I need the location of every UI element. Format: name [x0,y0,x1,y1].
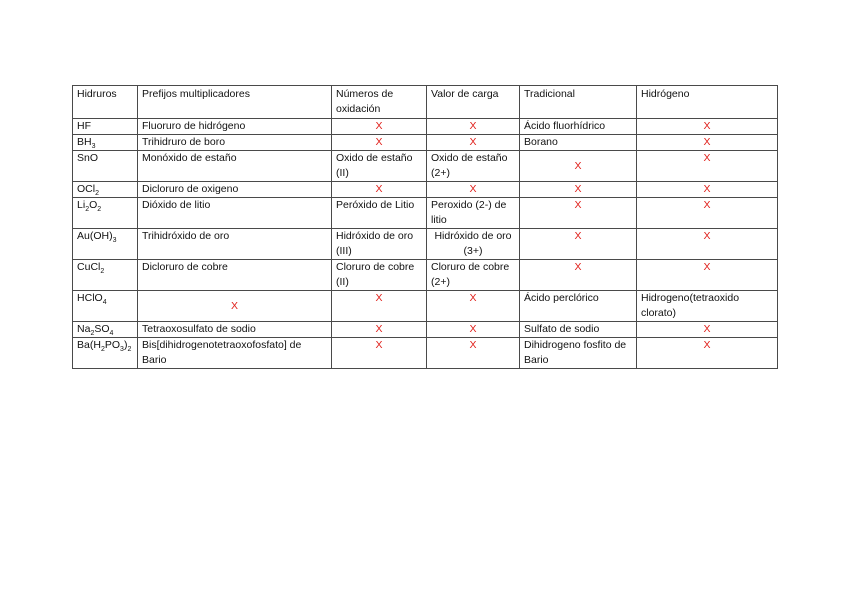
cell-numeros: X [332,119,427,135]
cell-numeros: Hidróxido de oro (III) [332,229,427,260]
table-row [73,322,778,338]
cell-carga: X [427,135,520,151]
header-hidruros: Hidruros [73,86,138,119]
cell-numeros: X [332,135,427,151]
cell-formula: HClO$_4$ [73,291,138,322]
cell-formula: $Li_2O_2$ [73,198,138,229]
cell-prefijos: Dióxido de litio [138,198,332,229]
cell-prefijos: Trihidruro de boro [138,135,332,151]
cell-tradicional: Ácido perclórico [520,291,637,322]
header-tradicional: Tradicional [520,86,637,119]
cell-tradicional: X [520,260,637,291]
table-row [73,229,778,260]
table-row [73,119,778,135]
cell-prefijos: Monóxido de estaño [138,151,332,182]
cell-prefijos: Fluoruro de hidrógeno [138,119,332,135]
table-row [73,135,778,151]
cell-hidrogeno: Hidrogeno(tetraoxido clorato) [637,291,778,322]
cell-hidrogeno: X [637,338,778,369]
cell-prefijos: Dicloruro de cobre [138,260,332,291]
cell-tradicional: X [520,198,637,229]
cell-carga: Cloruro de cobre (2+) [427,260,520,291]
cell-hidrogeno: X [637,119,778,135]
cell-formula: HF [73,119,138,135]
cell-numeros: X [332,291,427,322]
cell-numeros: X [332,338,427,369]
cell-tradicional: Dihidrogeno fosfito de Bario [520,338,637,369]
cell-carga: X [427,338,520,369]
table-row [73,338,778,369]
cell-hidrogeno: X [637,229,778,260]
cell-hidrogeno: X [637,182,778,198]
table-row [73,182,778,198]
cell-carga: Oxido de estaño (2+) [427,151,520,182]
cell-carga: X [427,322,520,338]
cell-formula: $Na_2SO_4$ [73,322,138,338]
cell-carga: Hidróxido de oro (3+) [427,229,520,260]
table-row [73,260,778,291]
cell-numeros: Peróxido de Litio [332,198,427,229]
cell-hidrogeno: X [637,135,778,151]
cell-prefijos: Trihidróxido de oro [138,229,332,260]
cell-formula: $Au(OH)_3$ [73,229,138,260]
cell-tradicional: Ácido fluorhídrico [520,119,637,135]
cell-formula: OCl$_2$ [73,182,138,198]
cell-numeros: Cloruro de cobre (II) [332,260,427,291]
header-valor-carga: Valor de carga [427,86,520,119]
nomenclature-table [72,85,778,369]
cell-formula: SnO [73,151,138,182]
cell-carga: X [427,182,520,198]
cell-formula: $Ba(H_2PO_3)_2$ [73,338,138,369]
cell-carga: Peroxido (2-) de litio [427,198,520,229]
cell-carga: X [427,119,520,135]
cell-hidrogeno: X [637,322,778,338]
cell-formula: CuCl$_2$ [73,260,138,291]
cell-formula: $BH_3$ [73,135,138,151]
cell-prefijos: Bis[dihidrogenotetraoxofosfato] de Bario [138,338,332,369]
cell-prefijos: Dicloruro de oxigeno [138,182,332,198]
cell-numeros: X [332,182,427,198]
cell-tradicional: Sulfato de sodio [520,322,637,338]
cell-hidrogeno: X [637,260,778,291]
cell-numeros: X [332,322,427,338]
cell-carga: X [427,291,520,322]
table-row [73,151,778,182]
table-header-row [73,86,778,119]
cell-hidrogeno: X [637,198,778,229]
cell-tradicional: X [520,229,637,260]
table-row [73,291,778,322]
cell-hidrogeno: X [637,151,778,182]
cell-prefijos: X [138,291,332,322]
header-hidrogeno: Hidrógeno [637,86,778,119]
cell-tradicional: X [520,182,637,198]
cell-tradicional: X [520,151,637,182]
header-prefijos: Prefijos multiplicadores [138,86,332,119]
table-row [73,198,778,229]
header-numeros-oxidacion: Números de oxidación [332,86,427,119]
cell-numeros: Oxido de estaño (II) [332,151,427,182]
cell-prefijos: Tetraoxosulfato de sodio [138,322,332,338]
cell-tradicional: Borano [520,135,637,151]
